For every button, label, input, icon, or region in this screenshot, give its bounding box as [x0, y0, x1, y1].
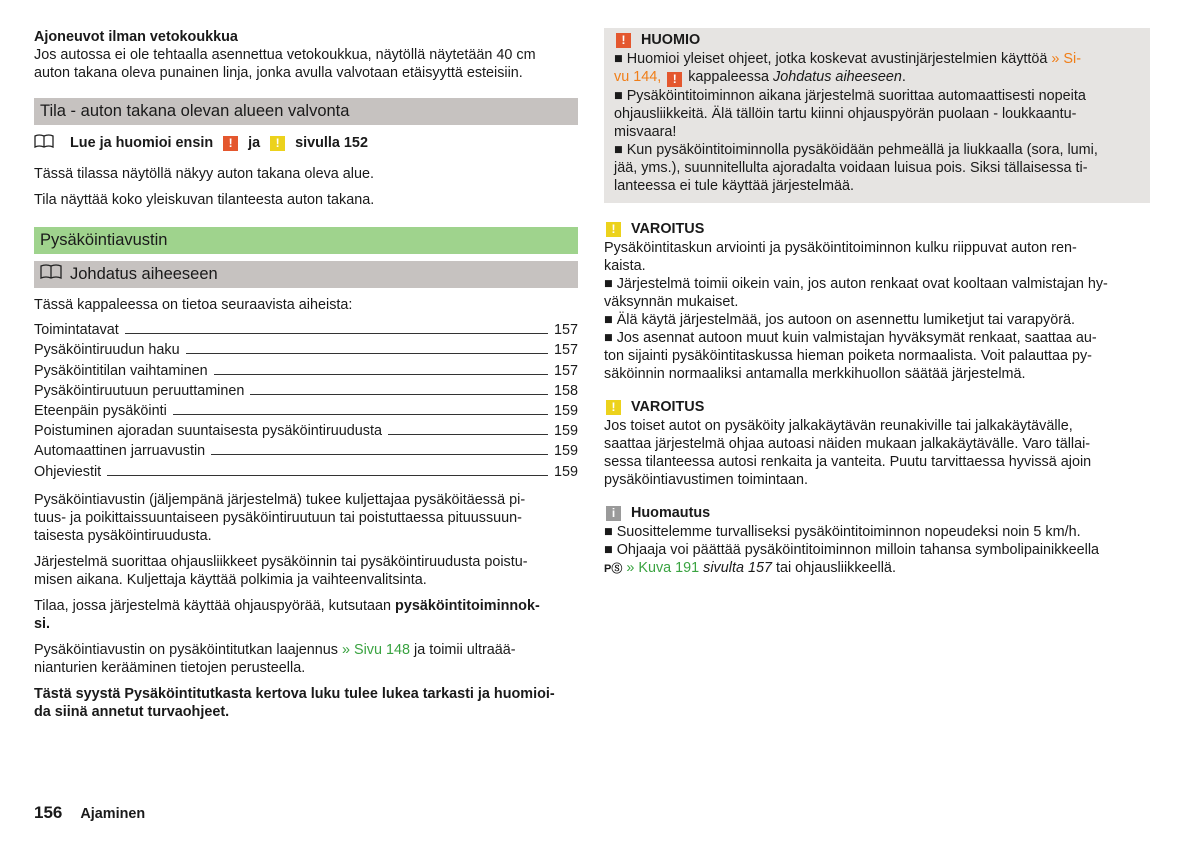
section-heading-rear-area: Tila - auton takana olevan alueen valvonta — [34, 98, 578, 125]
warning-yellow-icon: ! — [606, 400, 621, 415]
warning-yellow-icon: ! — [606, 222, 621, 237]
warning-red-icon: ! — [667, 72, 682, 87]
paragraph-steering: Järjestelmä suorittaa ohjausliikkeet pysäköinnin tai pysäköintiruudusta poistu- misen aikana. Kuljettaja käyttää polkimia ja vaihteenvalitsinta. — [34, 553, 528, 588]
right-column — [604, 28, 1150, 578]
page-number: 156 — [34, 803, 63, 822]
read-first-suffix: sivulla 152 — [295, 135, 368, 151]
toc-item[interactable]: Automaattinen jarruavustin 159 — [34, 443, 578, 460]
read-first-and: ja — [248, 135, 261, 151]
read-first-prefix: Lue ja huomioi ensin — [70, 135, 214, 151]
book-icon — [40, 261, 62, 288]
warning-red-icon: ! — [223, 136, 238, 151]
page-footer — [34, 804, 145, 823]
table-of-contents — [34, 319, 578, 481]
page-link[interactable]: vu 144, — [614, 69, 662, 85]
info-icon: i — [606, 506, 621, 521]
toc-item[interactable]: Eteenpäin pysäköinti 159 — [34, 402, 578, 419]
section-heading-parking-assist: Pysäköintiavustin — [34, 227, 578, 254]
subsection-title: Johdatus aiheeseen — [70, 265, 218, 283]
warning-section-2: ! VAROITUS Jos toiset autot on pysäköity jalkakäytävän reunakiville tai jalkakäytävälle, saattaa järjestelmä ohjaa autoasi näiden mukaan jalkakäytävälle. Varo tällai- sessa tilanteessa autosi renkaita ja vanteita. Puutu tarvittaessa hyvissä ajoin pysäköintiavustimen toimintaan. — [604, 397, 1150, 489]
intro-line: auton takana oleva punainen linja, jonka avulla valvotaan etäisyyttä esteisiin. — [34, 65, 523, 81]
warning-yellow-icon: ! — [270, 136, 285, 151]
paragraph: Tila näyttää koko yleiskuvan tilanteesta auton takana. — [34, 192, 375, 208]
figure-link[interactable]: » Kuva 191 — [622, 560, 700, 576]
paragraph-extension: Pysäköintiavustin on pysäköintitutkan laajennus » Sivu 148 ja toimii ultraää- nianturien kerääminen tietojen perusteella. — [34, 641, 516, 676]
read-first-line — [34, 133, 578, 153]
toc-intro: Tässä kappaleessa on tietoa seuraavista aiheista: — [34, 297, 353, 313]
intro-title: Ajoneuvot ilman vetokoukkua — [34, 29, 238, 45]
paragraph-safety-note: Tästä syystä Pysäköintitutkasta kertova luku tulee lukea tarkasti ja huomioi- da siinä annetut turvaohjeet. — [34, 685, 555, 720]
toc-item[interactable]: Pysäköintiruudun haku 157 — [34, 342, 578, 359]
note-section: i Huomautus ■ Suosittelemme turvalliseksi pysäköintitoiminnon nopeudeksi noin 5 km/h. ■ Ohjaaja voi päättää pysäköintitoiminnon milloin tahansa symbolipainikkeella PⓈ » Kuva 191 sivulta 157 tai ohjausliikkeellä. — [604, 503, 1150, 578]
parking-button-icon: PⓈ — [604, 563, 623, 575]
toc-item[interactable]: Pysäköintitilan vaihtaminen 157 — [34, 362, 578, 379]
warning-red-icon: ! — [616, 33, 631, 48]
page-link[interactable]: » Sivu 148 — [342, 641, 411, 658]
toc-item[interactable]: Pysäköintiruutuun peruuttaminen 158 — [34, 382, 578, 399]
chapter-label: Ajaminen — [80, 806, 146, 822]
left-column — [34, 28, 578, 721]
book-icon — [34, 134, 54, 153]
toc-item[interactable]: Poistuminen ajoradan suuntaisesta pysäköintiruudusta 159 — [34, 423, 578, 440]
note-heading: i Huomautus — [604, 503, 1150, 523]
toc-item[interactable]: Ohjeviestit 159 — [34, 463, 578, 480]
warning-heading: ! VAROITUS — [604, 397, 1150, 417]
page-link[interactable]: » Si- — [1051, 51, 1082, 67]
intro-line: Jos autossa ei ole tehtaalla asennettua vetokoukkua, näytöllä näytetään 40 cm — [34, 47, 536, 63]
paragraph: Tässä tilassa näytöllä näkyy auton takana oleva alue. — [34, 166, 374, 182]
paragraph-parking-function: Tilaa, jossa järjestelmä käyttää ohjauspyörää, kutsutaan pysäköintitoiminnok- si. — [34, 597, 540, 632]
warning-heading: ! VAROITUS — [604, 219, 1150, 239]
notice-heading: ! HUOMIO — [614, 30, 1140, 50]
toc-item[interactable]: Toimintatavat 157 — [34, 322, 578, 339]
paragraph-intro-system: Pysäköintiavustin (jäljempänä järjestelmä) tukee kuljettajaa pysäköitäessä pi- tuus- ja poikittaissuuntaiseen pysäköintiruutuun tai poistuttaessa pituussuun- taisesta pysäköintiruudusta. — [34, 491, 526, 544]
warning-section-1: ! VAROITUS Pysäköintitaskun arviointi ja pysäköintitoiminnon kulku riippuvat auton ren- kaista. ■ Järjestelmä toimii oikein vain, jos auton renkaat ovat kooltaan valmistajan hy- väksynnän mukaiset. ■ Älä käytä järjestelmää, jos autoon on asennettu lumiketjut tai varapyörä. ■ Jos asennat autoon muut kuin valmistajan hyväksymät renkaat, saattaa au- ton sijainti pysäköintitaskussa hieman poiketa normaalista. Voit palauttaa py- säköinnin normaaliksi antamalla merkkihuollon säätää järjestelmä. — [604, 219, 1150, 383]
subsection-heading-intro — [34, 261, 578, 288]
notice-box-huomio: ! HUOMIO ■ Huomioi yleiset ohjeet, jotka koskevat avustinjärjestelmien käyttöä » Si- vu 144, ! kappaleessa Johdatus aiheeseen. ■ Pysäköintitoiminnon aikana järjestelmä suorittaa automaattisesti nopeita ohjausliikkeitä. Älä tällöin tartu kiinni ohjauspyörän puolaan - loukkaantu- misvaara! ■ Kun pysäköintitoiminnolla pysäköidään pehmeällä ja liukkaalla (sora, lumi, jää, yms.), suunnitellulta ajoradalta voidaan luisua pois. Siksi tällaisessa ti- lanteessa ei tule käyttää järjestelmää. — [604, 28, 1150, 203]
